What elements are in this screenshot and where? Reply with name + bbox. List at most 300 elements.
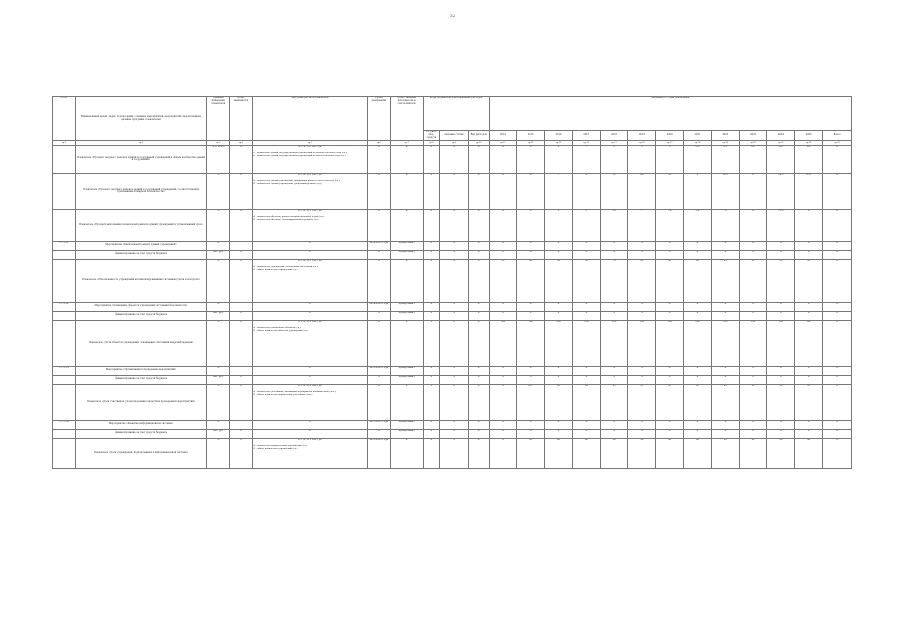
row-year-value: 6,2 (739, 145, 767, 173)
column-index-cell: гр.1 (53, 141, 76, 146)
row-unit: X (207, 302, 230, 311)
row-name: Показатель «Доля участников, удовлетворенных качеством проведенных мероприятий» (75, 384, 207, 420)
row-year-value: X (711, 241, 739, 250)
row-year-value: 90 (545, 384, 573, 420)
row-year-value: 6,6 (795, 145, 823, 173)
row-year-value: X (517, 209, 545, 241)
row-year-value: X (656, 241, 684, 250)
row-year-value: 6 (545, 145, 573, 173)
row-formula: X (309, 420, 311, 424)
row-unit: X (207, 241, 230, 250)
row-grbs: X (423, 145, 439, 173)
row-unit: % (207, 438, 230, 468)
table-row (53, 320, 852, 366)
row-year-value: 6 (684, 173, 712, 209)
row-number: 1.1.1.14 (53, 420, 76, 429)
row-coef: X (230, 311, 253, 320)
row-name: Показатель «Процент текущего ремонта зданий и сооружений учреждений в общем количестве зданий и сооружений» (75, 145, 207, 173)
row-year-value: 82,7 (517, 384, 545, 420)
header-year: 2015 (517, 130, 545, 140)
row-year-value: 90 (628, 438, 656, 468)
row-year-value: 90 (656, 259, 684, 302)
row-year-value: X (767, 366, 795, 375)
row-term: X (368, 173, 391, 209)
row-year-value: X (795, 241, 823, 250)
header-budget-group: Коды бюджетной классификации расходов (423, 97, 489, 131)
table-row (53, 259, 852, 302)
row-year-value: X (572, 311, 600, 320)
row-year-value: X (572, 302, 600, 311)
row-year-value: X (795, 250, 823, 259)
row-unit: тыс. руб. (207, 311, 230, 320)
row-year-value: X (684, 302, 712, 311)
row-year-value: X (684, 429, 712, 438)
row-vid: X (468, 259, 489, 302)
row-formula: X (309, 241, 311, 245)
header-coef: Коэф. значимости (230, 97, 253, 141)
column-index-cell: гр.11 (489, 141, 517, 146)
column-index-cell: гр.13 (545, 141, 573, 146)
row-name: финансирование за счет средств бюджета (75, 429, 207, 438)
row-unit: % (207, 384, 230, 420)
row-year-value: X (628, 375, 656, 384)
row-grbs: X (423, 250, 439, 259)
row-executor: X (390, 145, 423, 173)
table-body (53, 145, 852, 468)
row-unit: % (207, 173, 230, 209)
row-term: X (368, 429, 391, 438)
column-index-cell: гр.6 (368, 141, 391, 146)
row-executor: Департамент (390, 366, 423, 375)
row-term: X (368, 259, 391, 302)
table-row (53, 173, 852, 209)
row-year-value: X (517, 250, 545, 259)
row-total: X (823, 320, 852, 366)
row-total: X (823, 429, 852, 438)
row-year-value: X (489, 145, 517, 173)
row-grbs: X (423, 241, 439, 250)
row-formula: X (309, 311, 311, 315)
table-row (53, 366, 852, 375)
row-executor: X (390, 259, 423, 302)
row-razdel: X (440, 366, 469, 375)
column-index-cell: гр.12 (517, 141, 545, 146)
row-method (252, 173, 367, 209)
row-formula: K = a / b x 100, где (298, 145, 322, 149)
row-name: Мероприятие «Оснащение объектов учреждений системами безопасности» (75, 302, 207, 311)
row-year-value: 6,1 (711, 145, 739, 173)
row-razdel: X (440, 302, 469, 311)
row-year-value: 3 (572, 209, 600, 241)
row-number (53, 259, 76, 302)
row-year-value: X (517, 302, 545, 311)
row-year-value: 100 (572, 320, 600, 366)
row-name: Показатель «Обеспеченность учреждений автоматизированными системами учета и контроля» (75, 259, 207, 302)
row-razdel: X (440, 209, 469, 241)
row-year-value: X (628, 302, 656, 311)
row-year-value: X (795, 429, 823, 438)
row-year-value: 90 (545, 438, 573, 468)
row-unit: X (207, 420, 230, 429)
row-year-value: 6,6 (767, 145, 795, 173)
column-index-cell: гр.5 (252, 141, 367, 146)
row-formula: K = A / B x 100, где (298, 173, 322, 177)
header-year: 2020 (656, 130, 684, 140)
row-year-value: 46 (628, 173, 656, 209)
row-year-value: 95 (739, 259, 767, 302)
row-unit: тыс. руб. (207, 250, 230, 259)
header-year: 2018 (600, 130, 628, 140)
row-year-value: 90 (684, 438, 712, 468)
row-year-value: 100 (489, 320, 517, 366)
row-year-value: X (684, 420, 712, 429)
row-year-value: X (656, 366, 684, 375)
row-year-value: X (489, 420, 517, 429)
row-year-value: X (545, 420, 573, 429)
row-method (252, 366, 367, 375)
header-unit: Единица измерения показателя (207, 97, 230, 141)
row-year-value: X (795, 302, 823, 311)
row-vid: X (468, 302, 489, 311)
row-formula: K = A / B x 100, где (298, 384, 322, 388)
row-year-value: 0 (489, 250, 517, 259)
row-grbs: X (423, 173, 439, 209)
row-year-value: 95 (628, 384, 656, 420)
row-definitions: A – количество подключенных учреждений (ед.); B – общее количество учреждений (ед.) (253, 445, 308, 450)
row-year-value: 100 (656, 320, 684, 366)
row-year-value: X (572, 420, 600, 429)
row-unit: X (207, 366, 230, 375)
row-year-value: X (545, 375, 573, 384)
row-year-value: X (795, 420, 823, 429)
row-razdel: X (440, 375, 469, 384)
row-formula: X (309, 375, 311, 379)
row-year-value: X (600, 429, 628, 438)
row-coef (230, 241, 253, 250)
row-number (53, 209, 76, 241)
row-formula: K = A / B x 100, где (298, 259, 322, 263)
row-term: 2015-2025 годы (368, 420, 391, 429)
column-index-cell: гр.8 (423, 141, 439, 146)
row-razdel: X (440, 145, 469, 173)
row-total: X (823, 145, 852, 173)
row-vid: X (468, 420, 489, 429)
row-unit: % (207, 320, 230, 366)
row-method (252, 259, 367, 302)
row-year-value: X (739, 311, 767, 320)
row-year-value: 95 (684, 384, 712, 420)
row-formula: X (309, 429, 311, 433)
row-unit: % (207, 209, 230, 241)
row-year-value: X (767, 429, 795, 438)
row-method (252, 320, 367, 366)
row-year-value: X (517, 241, 545, 250)
row-year-value: X (489, 302, 517, 311)
row-razdel: X (440, 173, 469, 209)
table-row (53, 384, 852, 420)
row-grbs: X (423, 429, 439, 438)
row-year-value: 100 (628, 320, 656, 366)
row-coef: X (230, 173, 253, 209)
row-grbs: X (423, 320, 439, 366)
row-year-value: 95 (739, 384, 767, 420)
row-year-value: 11,9 (767, 209, 795, 241)
row-term: X (368, 384, 391, 420)
row-coef (230, 366, 253, 375)
row-method (252, 420, 367, 429)
row-year-value: 0 (517, 429, 545, 438)
row-year-value: X (489, 429, 517, 438)
row-year-value: X (656, 250, 684, 259)
header-total: Всего (823, 130, 852, 140)
row-year-value: X (600, 241, 628, 250)
row-year-value: 40 (517, 259, 545, 302)
row-year-value: 7 (628, 209, 656, 241)
row-year-value: 7 (572, 145, 600, 173)
row-coef: X (230, 429, 253, 438)
row-year-value: 18 (656, 173, 684, 209)
row-name: Показатель «Доля учреждений, подключенных к информационной системе» (75, 438, 207, 468)
header-method: Методика расчета показателя (252, 97, 367, 141)
row-year-value: X (628, 420, 656, 429)
row-total: X (823, 241, 852, 250)
row-razdel: X (440, 420, 469, 429)
page-number: 32 (449, 13, 456, 18)
row-total: X (823, 375, 852, 384)
column-index-cell: гр.10 (468, 141, 489, 146)
row-total: X (823, 209, 852, 241)
row-year-value: X (628, 241, 656, 250)
row-name: Мероприятие «Развитие информационной системы» (75, 420, 207, 429)
row-year-value: X (684, 241, 712, 250)
row-number (53, 311, 76, 320)
row-year-value: 100 (517, 320, 545, 366)
row-grbs: X (423, 302, 439, 311)
row-year-value: 100 (545, 320, 573, 366)
row-coef: X (230, 209, 253, 241)
row-executor: Департамент (390, 250, 423, 259)
row-term: X (368, 320, 391, 366)
row-vid: X (468, 209, 489, 241)
row-year-value: 100 (767, 320, 795, 366)
row-unit: % (207, 259, 230, 302)
row-grbs: X (423, 366, 439, 375)
row-grbs: X (423, 375, 439, 384)
row-vid: X (468, 173, 489, 209)
row-term: X (368, 209, 391, 241)
row-vid: X (468, 429, 489, 438)
row-year-value: X (517, 145, 545, 173)
column-index-cell: гр.17 (656, 141, 684, 146)
row-method (252, 375, 367, 384)
row-total: X (823, 250, 852, 259)
row-coef (230, 302, 253, 311)
header-year: 2022 (711, 130, 739, 140)
row-year-value: X (517, 173, 545, 209)
row-executor: Департамент (390, 420, 423, 429)
row-year-value: 5 (628, 145, 656, 173)
column-index-cell: гр.2 (75, 141, 207, 146)
row-year-value: X (572, 366, 600, 375)
row-term: X (368, 145, 391, 173)
row-razdel: X (440, 250, 469, 259)
row-coef: X (230, 145, 253, 173)
table-row (53, 420, 852, 429)
row-year-value: X (628, 366, 656, 375)
row-year-value: 18,5 (795, 173, 823, 209)
row-year-value: X (739, 420, 767, 429)
row-name: Мероприятие «Организация и проведение мероприятий» (75, 366, 207, 375)
row-year-value: 90 (600, 438, 628, 468)
row-year-value: X (545, 302, 573, 311)
row-term: 2014-2025 годы (368, 302, 391, 311)
row-year-value: 7,5 (711, 209, 739, 241)
row-year-value: X (517, 311, 545, 320)
row-year-value: 0 (489, 311, 517, 320)
row-total: X (823, 366, 852, 375)
row-razdel: X (440, 311, 469, 320)
row-name: финансирование за счет средств бюджета (75, 311, 207, 320)
row-year-value: X (572, 241, 600, 250)
row-year-value: X (572, 429, 600, 438)
column-index-cell: гр.3 (207, 141, 230, 146)
header-term: Сроки реализации (368, 97, 391, 141)
row-year-value: X (767, 241, 795, 250)
row-year-value: X (684, 375, 712, 384)
row-term: 2015-2025 годы (368, 366, 391, 375)
row-year-value: X (739, 429, 767, 438)
row-number (53, 250, 76, 259)
column-index-cell: гр.18 (684, 141, 712, 146)
row-vid: X (468, 375, 489, 384)
row-razdel: X (440, 429, 469, 438)
row-year-value: X (600, 366, 628, 375)
row-year-value: X (684, 366, 712, 375)
table-row (53, 241, 852, 250)
row-year-value: X (711, 250, 739, 259)
row-grbs: X (423, 384, 439, 420)
row-year-value: 90 (739, 438, 767, 468)
table-row (53, 429, 852, 438)
row-year-value: 95 (711, 384, 739, 420)
row-year-value: X (545, 366, 573, 375)
row-number (53, 320, 76, 366)
row-year-value: X (545, 429, 573, 438)
row-year-value: X (656, 429, 684, 438)
row-year-value: X (545, 241, 573, 250)
row-year-value: 100 (684, 320, 712, 366)
row-executor: Департамент (390, 375, 423, 384)
row-razdel: X (440, 320, 469, 366)
row-year-value: 2 (600, 145, 628, 173)
row-year-value: X (545, 250, 573, 259)
row-year-value: X (767, 250, 795, 259)
row-year-value: X (795, 311, 823, 320)
row-year-value: X (628, 250, 656, 259)
header-vid: Вид расходов (468, 130, 489, 140)
row-year-value: 90 (572, 438, 600, 468)
column-index-cell: гр.23 (823, 141, 852, 146)
header-year: 2024 (767, 130, 795, 140)
row-year-value: X (572, 250, 600, 259)
row-method (252, 145, 367, 173)
header-name: Наименования целей, задач, подпрограмм, основных мероприятий, мероприятий, ведомственных целевых программ, показателей (75, 97, 207, 141)
row-term: 2014-2025 годы (368, 241, 391, 250)
row-year-value: X (711, 375, 739, 384)
row-year-value: 90 (656, 438, 684, 468)
header-year: 2025 (795, 130, 823, 140)
row-coef: X (230, 384, 253, 420)
column-index-cell: гр.16 (628, 141, 656, 146)
row-executor: X (390, 173, 423, 209)
row-vid: X (468, 438, 489, 468)
row-name: Показатель «Процент выполнения показателей ремонта зданий учреждений в установленный срок» (75, 209, 207, 241)
row-term: X (368, 311, 391, 320)
row-name: Показатель «Доля объектов учреждений, оснащенных системами видеонаблюдения» (75, 320, 207, 366)
row-year-value: 6 (795, 209, 823, 241)
row-year-value: 95 (795, 259, 823, 302)
column-index-cell: гр.9 (440, 141, 469, 146)
row-number (53, 438, 76, 468)
row-year-value: X (489, 209, 517, 241)
row-vid: X (468, 320, 489, 366)
row-method (252, 311, 367, 320)
row-number (53, 429, 76, 438)
column-index-cell: гр.22 (795, 141, 823, 146)
row-name: финансирование за счет средств бюджета (75, 375, 207, 384)
row-executor: X (390, 320, 423, 366)
row-name: Показатель «Процент текущего ремонта зданий и сооружений учреждений, соответствующих требованиям пожарной безопасности» (75, 173, 207, 209)
row-year-value: X (656, 420, 684, 429)
table-row (53, 145, 852, 173)
row-razdel: X (440, 384, 469, 420)
row-coef: X (230, 438, 253, 468)
row-year-value: X (739, 241, 767, 250)
row-executor: X (390, 438, 423, 468)
row-grbs: X (423, 420, 439, 429)
row-year-value: X (489, 366, 517, 375)
row-year-value: X (711, 366, 739, 375)
header-grbs: Гл. расп. бюд. средств (423, 130, 439, 140)
row-year-value: 100 (795, 320, 823, 366)
row-year-value: 60 (572, 259, 600, 302)
row-year-value: 90 (684, 259, 712, 302)
header-values-group: Значение по годам реализации (489, 97, 852, 131)
column-index-cell: гр.7 (390, 141, 423, 146)
row-total: X (823, 384, 852, 420)
row-definitions: A – количество оснащенных объектов (ед.); B – общее количество объектов учреждений (ед.) (253, 327, 308, 332)
row-formula: X (309, 302, 311, 306)
row-total: X (823, 173, 852, 209)
row-formula: X (309, 250, 311, 254)
row-year-value: 90 (767, 438, 795, 468)
row-year-value: 6,6 (684, 145, 712, 173)
row-year-value: 95 (711, 259, 739, 302)
column-index-cell: гр.14 (572, 141, 600, 146)
row-method (252, 438, 367, 468)
row-year-value: X (739, 250, 767, 259)
program-table (52, 96, 852, 469)
row-year-value: 0 (517, 375, 545, 384)
header-year: 2014 (489, 130, 517, 140)
row-year-value: 5 (656, 145, 684, 173)
row-total: X (823, 302, 852, 311)
row-year-value: 94 (572, 384, 600, 420)
row-year-value: 5,9 (684, 209, 712, 241)
row-year-value: X (489, 384, 517, 420)
row-year-value: X (739, 366, 767, 375)
row-term: X (368, 250, 391, 259)
